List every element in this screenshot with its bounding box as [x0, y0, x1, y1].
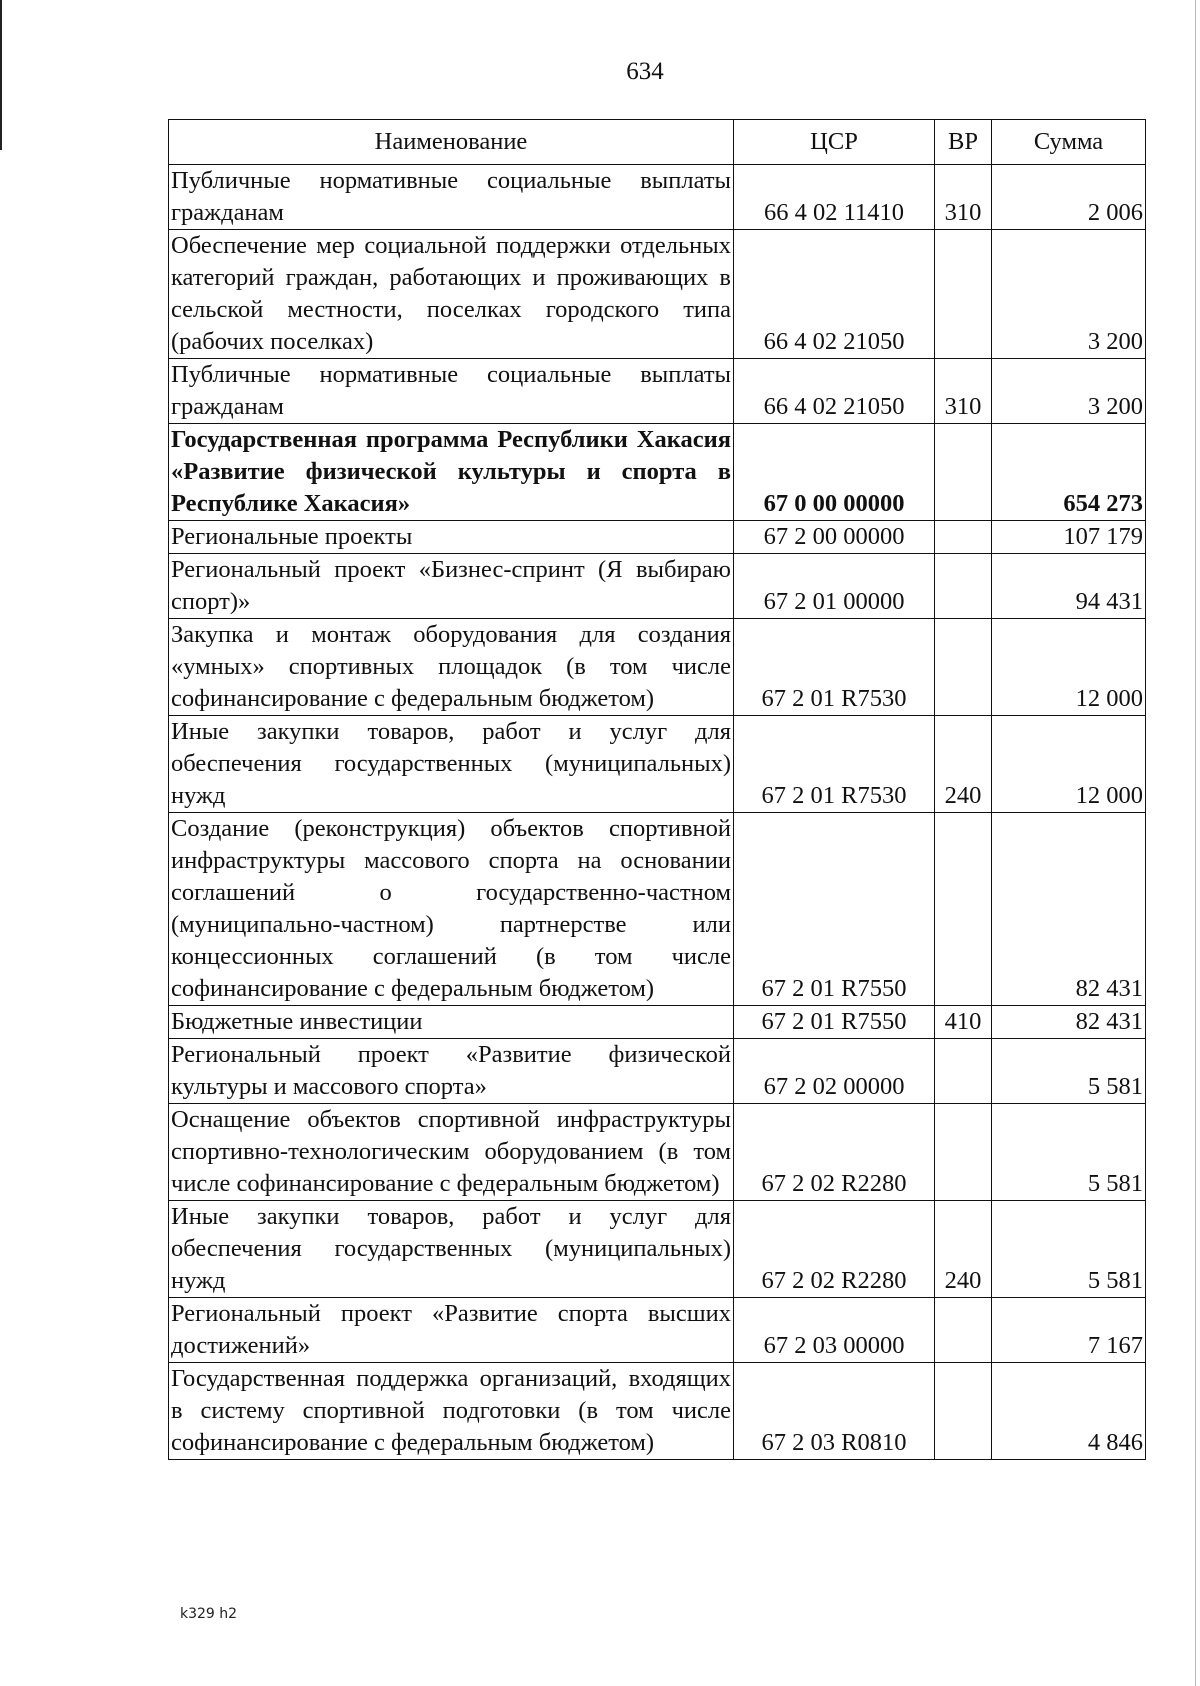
cell-csr: 67 2 01 00000: [734, 554, 935, 619]
cell-csr: 66 4 02 21050: [734, 359, 935, 424]
cell-vr: 240: [935, 716, 992, 813]
cell-vr: [935, 1363, 992, 1460]
cell-name: Государственная программа Республики Хакасия «Развитие физической культуры и спорта в Республике Хакасия»: [169, 424, 734, 521]
budget-table: [168, 119, 1146, 1460]
cell-vr: [935, 554, 992, 619]
cell-vr: 240: [935, 1201, 992, 1298]
table-row: [169, 230, 1146, 359]
cell-csr: 67 2 02 R2280: [734, 1104, 935, 1201]
cell-csr: 67 2 02 00000: [734, 1039, 935, 1104]
table-row: [169, 1006, 1146, 1039]
cell-vr: 410: [935, 1006, 992, 1039]
cell-sum: 82 431: [992, 1006, 1146, 1039]
cell-vr: 310: [935, 165, 992, 230]
cell-vr: [935, 1104, 992, 1201]
cell-name: Создание (реконструкция) объектов спортивной инфраструктуры массового спорта на основании соглашений о государственно-частном (муниципально-частном) партнерстве или концессионных соглашений (в том числе софинансирование с федеральным бюджетом): [169, 813, 734, 1006]
cell-csr: 66 4 02 11410: [734, 165, 935, 230]
cell-vr: [935, 424, 992, 521]
header-row: [169, 120, 1146, 165]
cell-sum: 7 167: [992, 1298, 1146, 1363]
cell-csr: 67 2 01 R7530: [734, 716, 935, 813]
cell-name: Региональные проекты: [169, 521, 734, 554]
cell-sum: 3 200: [992, 230, 1146, 359]
cell-sum: 5 581: [992, 1104, 1146, 1201]
table-header: [169, 120, 1146, 165]
page-number: 634: [626, 58, 664, 85]
table-row: [169, 359, 1146, 424]
cell-vr: [935, 521, 992, 554]
cell-sum: 5 581: [992, 1039, 1146, 1104]
table-row: [169, 521, 1146, 554]
cell-name: Обеспечение мер социальной поддержки отдельных категорий граждан, работающих и проживающих в сельской местности, поселках городского типа (рабочих поселках): [169, 230, 734, 359]
table-row: [169, 619, 1146, 716]
scan-edge-line-right: [1195, 0, 1196, 1686]
cell-sum: 3 200: [992, 359, 1146, 424]
cell-name: Региональный проект «Развитие спорта высших достижений»: [169, 1298, 734, 1363]
cell-sum: 12 000: [992, 619, 1146, 716]
header-vr: ВР: [935, 120, 992, 165]
cell-name: Иные закупки товаров, работ и услуг для обеспечения государственных (муниципальных) нужд: [169, 716, 734, 813]
cell-vr: [935, 813, 992, 1006]
table-row: [169, 165, 1146, 230]
cell-csr: 67 2 03 R0810: [734, 1363, 935, 1460]
table-row: [169, 1298, 1146, 1363]
cell-sum: 654 273: [992, 424, 1146, 521]
header-sum: Сумма: [992, 120, 1146, 165]
cell-sum: 82 431: [992, 813, 1146, 1006]
cell-name: Иные закупки товаров, работ и услуг для обеспечения государственных (муниципальных) нужд: [169, 1201, 734, 1298]
cell-vr: [935, 1298, 992, 1363]
table-row: [169, 554, 1146, 619]
cell-csr: 67 2 01 R7550: [734, 1006, 935, 1039]
table-row: [169, 813, 1146, 1006]
cell-vr: [935, 230, 992, 359]
cell-sum: 12 000: [992, 716, 1146, 813]
cell-name: Публичные нормативные социальные выплаты гражданам: [169, 359, 734, 424]
cell-name: Бюджетные инвестиции: [169, 1006, 734, 1039]
cell-sum: 4 846: [992, 1363, 1146, 1460]
header-csr: ЦСР: [734, 120, 935, 165]
cell-vr: [935, 1039, 992, 1104]
footer-code: k329 h2: [180, 1606, 238, 1622]
cell-csr: 67 2 01 R7550: [734, 813, 935, 1006]
cell-name: Региональный проект «Бизнес-спринт (Я выбираю спорт)»: [169, 554, 734, 619]
cell-name: Оснащение объектов спортивной инфраструктуры спортивно-технологическим оборудованием (в том числе софинансирование с федеральным бюджетом): [169, 1104, 734, 1201]
cell-csr: 67 2 03 00000: [734, 1298, 935, 1363]
cell-sum: 5 581: [992, 1201, 1146, 1298]
cell-sum: 94 431: [992, 554, 1146, 619]
table-row: [169, 1039, 1146, 1104]
cell-vr: 310: [935, 359, 992, 424]
cell-name: Региональный проект «Развитие физической культуры и массового спорта»: [169, 1039, 734, 1104]
cell-sum: 2 006: [992, 165, 1146, 230]
cell-csr: 67 2 02 R2280: [734, 1201, 935, 1298]
cell-csr: 67 2 00 00000: [734, 521, 935, 554]
table-row: [169, 1104, 1146, 1201]
cell-csr: 67 2 01 R7530: [734, 619, 935, 716]
table-row: [169, 716, 1146, 813]
table-body: [169, 165, 1146, 1460]
cell-name: Публичные нормативные социальные выплаты гражданам: [169, 165, 734, 230]
cell-csr: 67 0 00 00000: [734, 424, 935, 521]
cell-vr: [935, 619, 992, 716]
cell-name: Государственная поддержка организаций, входящих в систему спортивной подготовки (в том числе софинансирование с федеральным бюджетом): [169, 1363, 734, 1460]
table-row: [169, 1363, 1146, 1460]
cell-sum: 107 179: [992, 521, 1146, 554]
header-name: Наименование: [169, 120, 734, 165]
table-row: [169, 424, 1146, 521]
table-row: [169, 1201, 1146, 1298]
cell-name: Закупка и монтаж оборудования для создания «умных» спортивных площадок (в том числе софинансирование с федеральным бюджетом): [169, 619, 734, 716]
cell-csr: 66 4 02 21050: [734, 230, 935, 359]
